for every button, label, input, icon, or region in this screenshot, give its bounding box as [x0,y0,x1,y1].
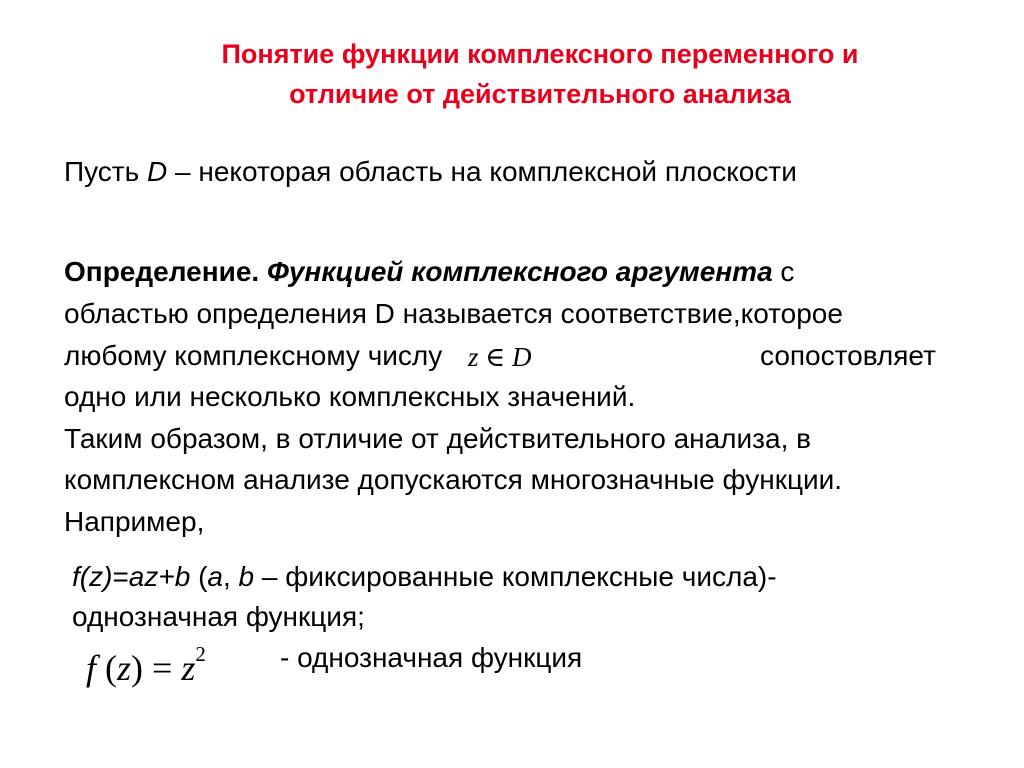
example-1-func: f(z) [72,561,113,592]
definition-line-3-end: сопостовляет [760,340,936,371]
example-1-paren: ( [190,561,208,592]
slide-title [110,34,970,114]
example-1-expr: az+b [128,561,191,592]
definition-line-7: Например, [64,506,205,537]
formula-z2: z [181,648,196,688]
formula-z-squared [86,632,206,696]
definition-term-suffix: с [772,256,795,287]
definition-line-4: одно или несколько комплексных значений. [64,381,636,412]
definition-term: Функцией комплексного аргумента [266,256,773,287]
example-1-eq: = [112,561,129,592]
formula-lparen: ( [96,648,118,688]
example-1-line-2: однозначная функция; [72,601,365,632]
example-1-comma: , [222,561,239,592]
example-1-desc: – фиксированные комплексные числа)- [254,561,777,592]
title-line-1: Понятие функции комплексного переменного и [221,39,859,69]
math-element-of: ∈ [485,342,506,372]
math-d: D [512,342,532,372]
definition-line-3-start: любому комплексному числу [64,340,443,371]
intro-rest: – некоторая область на комплексной плоскости [167,156,797,187]
formula-f: f [86,648,97,688]
intro-prefix: Пусть [64,156,148,187]
formula-rparen-eq: ) = [131,648,182,688]
definition-line-2: областью определения D называется соответствие,которое [64,298,843,329]
example-1-line-1 [72,560,777,594]
intro-var-d: D [147,156,168,187]
intro-line [64,155,797,189]
example-1-b: b [238,561,255,592]
definition-line-5: Таким образом, в отличие от действительного анализа, в [64,423,812,454]
definition-line-1 [64,255,794,289]
definition-label: Определение. [64,256,260,287]
math-z-in-d [468,339,532,375]
math-z: z [468,342,479,372]
definition-line-6: комплексном анализе допускаются многозначные функции. [64,464,843,495]
formula-exponent: 2 [195,642,206,666]
formula-z: z [117,648,132,688]
title-line-2: отличие от действительного анализа [289,79,791,109]
example-1-a: a [207,561,223,592]
example-2-desc: - однозначная функция [280,642,583,673]
